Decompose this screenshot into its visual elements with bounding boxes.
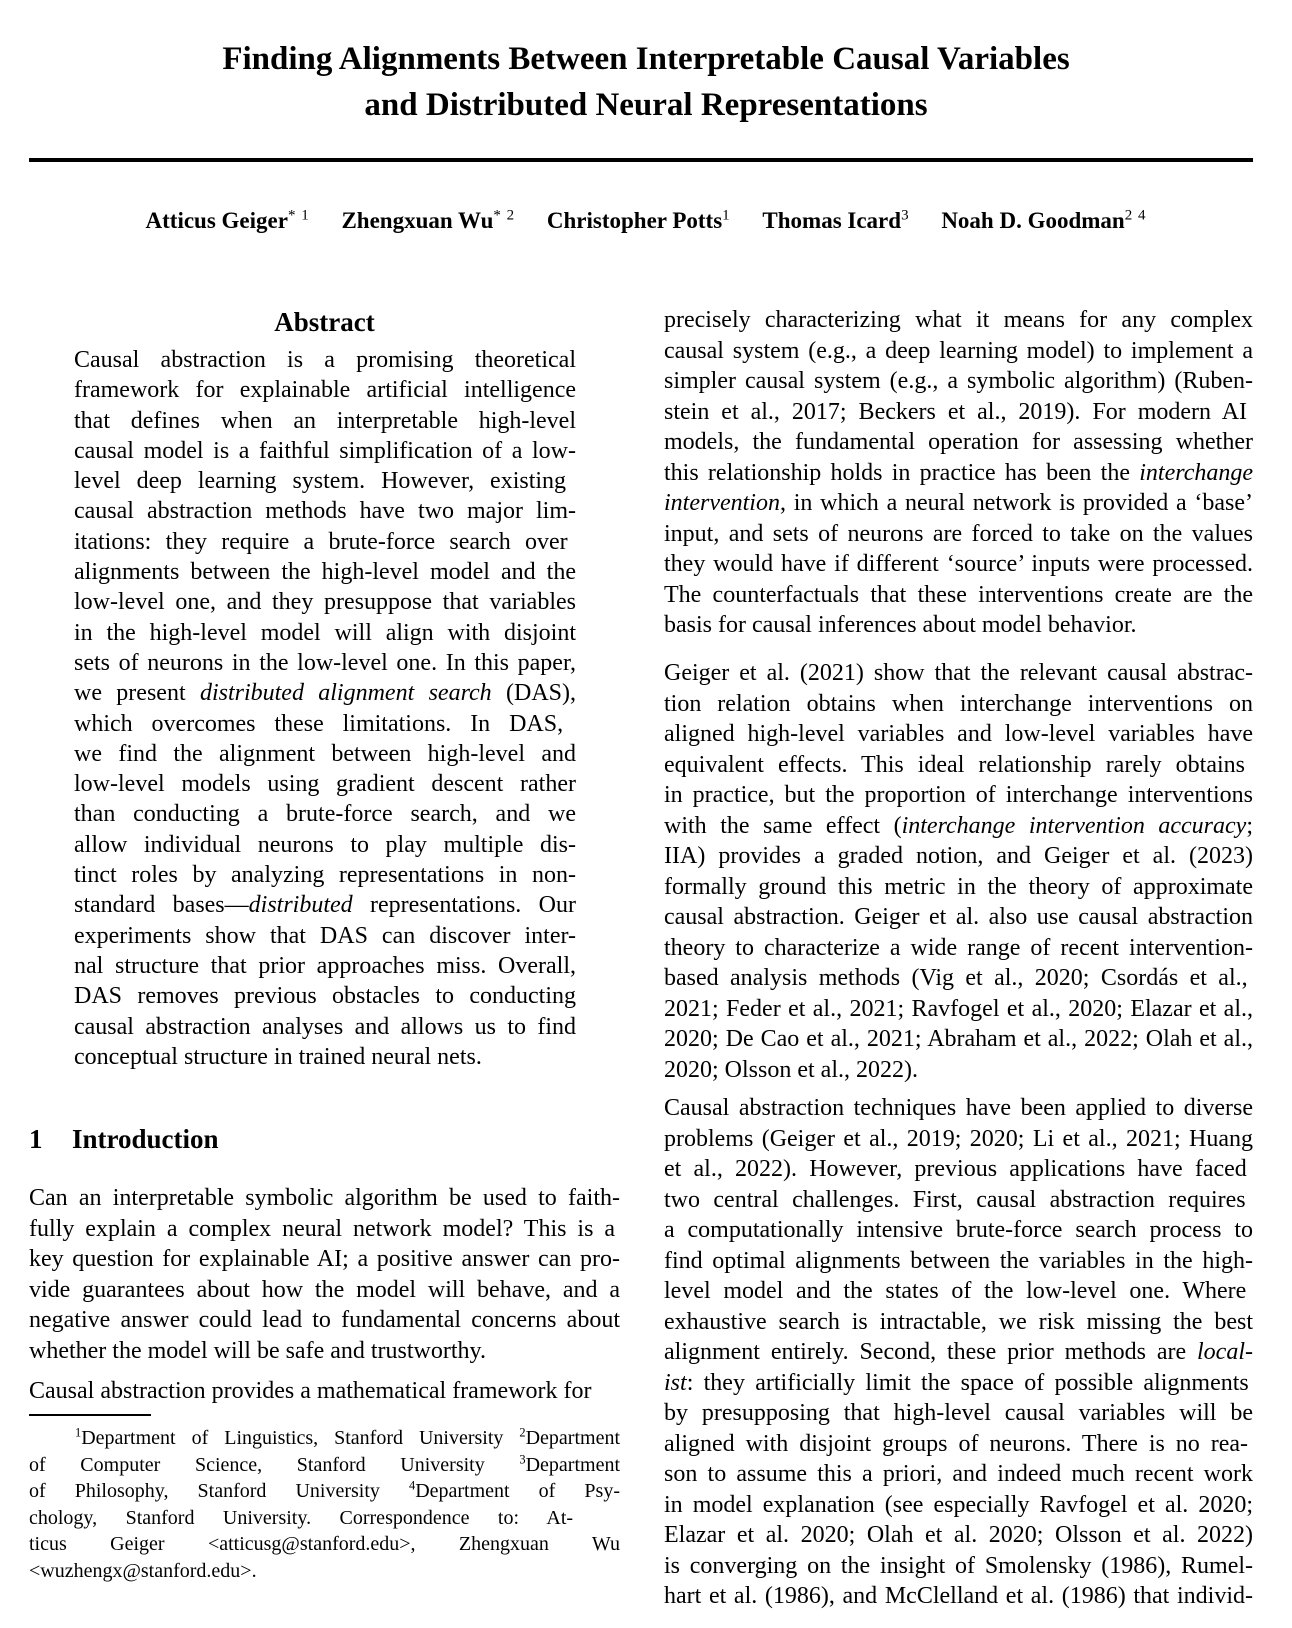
text-line: we present distributed alignment search (DAS), xyxy=(74,680,576,707)
text-line: causal abstraction methods have two major lim- xyxy=(74,498,576,525)
text-line: aligned high-level variables and low-level variables have xyxy=(664,721,1253,747)
author-list xyxy=(0,206,1292,236)
text-line: 2020; De Cao et al., 2021; Abraham et al., 2022; Olah et al., xyxy=(664,1026,1253,1052)
column2-paragraph-2 xyxy=(664,658,1253,1085)
text-line: of Philosophy, Stanford University $^4$Department of Psy- xyxy=(29,1478,620,1503)
intro-paragraph-1 xyxy=(29,1183,620,1366)
text-line: find optimal alignments between the variables in the high- xyxy=(664,1247,1253,1274)
text-line: by presupposing that high-level causal variables will be xyxy=(664,1400,1253,1426)
text-line: et al., 2022). However, previous applications have faced xyxy=(664,1156,1247,1182)
author xyxy=(762,208,909,233)
text-line: stein et al., 2017; Beckers et al., 2019). For modern AI xyxy=(664,398,1248,425)
author xyxy=(941,208,1146,233)
text-line: a computationally intensive brute-force search process to xyxy=(664,1217,1253,1243)
text-line: nal structure that prior approaches miss. Overall, xyxy=(74,952,576,979)
text-line: Geiger et al. (2021) show that the relevant causal abstrac- xyxy=(664,660,1253,686)
text-line: $^1$Department of Linguistics, Stanford University $^2$Department xyxy=(75,1425,620,1449)
abstract-text xyxy=(74,345,576,1072)
intro-paragraph-2 xyxy=(29,1376,620,1407)
text-line: which overcomes these limitations. In DAS, xyxy=(74,710,564,737)
text-line: causal abstraction analyses and allows us to find xyxy=(74,1013,576,1040)
text-line: vide guarantees about how the model will behave, and a xyxy=(29,1276,620,1303)
text-line: negative answer could lead to fundamental concerns about xyxy=(29,1307,620,1333)
paper-title-line-2: and Distributed Neural Representations xyxy=(364,87,928,123)
text-line: this relationship holds in practice has been the interchange xyxy=(664,459,1253,486)
column2-paragraph-3 xyxy=(664,1093,1253,1612)
text-line: alignments between the high-level model and the xyxy=(74,559,576,586)
text-line: 2020; Olsson et al., 2022). xyxy=(664,1056,918,1083)
author-name: Christopher Potts xyxy=(546,208,723,233)
text-line: ist: they artificially limit the space of possible alignments xyxy=(664,1369,1249,1396)
paper-title xyxy=(0,36,1292,128)
text-line: problems (Geiger et al., 2019; 2020; Li et al., 2021; Huang xyxy=(664,1125,1253,1152)
text-line: causal abstraction. Geiger et al. also use causal abstraction xyxy=(664,904,1253,930)
text-line: exhaustive search is intractable, we risk missing the best xyxy=(664,1308,1253,1335)
text-line: simpler causal system (e.g., a symbolic algorithm) (Ruben- xyxy=(664,368,1253,394)
footnote-text xyxy=(29,1425,620,1585)
text-line: formally ground this metric in the theory of approximate xyxy=(664,873,1253,900)
text-line: two central challenges. First, causal abstraction requires xyxy=(664,1186,1246,1213)
text-line: we find the alignment between high-level and xyxy=(74,740,576,767)
text-line: Causal abstraction techniques have been applied to diverse xyxy=(664,1095,1253,1121)
text-line: low-level models using gradient descent rather xyxy=(74,771,576,798)
text-line: causal model is a faithful simplification of a low- xyxy=(74,437,576,464)
footnote-divider xyxy=(29,1414,151,1416)
text-line: models, the fundamental operation for assessing whether xyxy=(664,429,1253,455)
text-line: based analysis methods (Vig et al., 2020; Csordás et al., xyxy=(664,965,1248,991)
text-line: Causal abstraction is a promising theoretical xyxy=(74,347,576,373)
abstract-heading: Abstract xyxy=(274,307,375,337)
text-line: chology, Stanford University. Correspondence to: At- xyxy=(29,1506,574,1529)
text-line: standard bases—distributed representations. Our xyxy=(74,892,576,919)
text-line: DAS removes previous obstacles to conducting xyxy=(74,983,576,1010)
author xyxy=(547,208,731,233)
paper-title-line-1: Finding Alignments Between Interpretable Causal Variables xyxy=(222,41,1070,77)
text-line: <wuzhengx@stanford.edu>. xyxy=(29,1559,257,1582)
text-line: whether the model will be safe and trustworthy. xyxy=(29,1337,486,1364)
section-title: Introduction xyxy=(72,1124,219,1154)
author-name: Zhengxuan Wu xyxy=(341,208,494,233)
text-line: tion relation obtains when interchange interventions on xyxy=(664,690,1253,717)
text-line: is converging on the insight of Smolensky (1986), Rumel- xyxy=(664,1552,1253,1579)
text-line: level deep learning system. However, existing xyxy=(74,468,567,495)
text-line: basis for causal inferences about model behavior. xyxy=(664,612,1137,638)
text-line: experiments show that DAS can discover inter- xyxy=(74,922,576,949)
column2-paragraph-1 xyxy=(664,305,1253,641)
text-line: precisely characterizing what it means for any complex xyxy=(664,307,1253,333)
author-name: Noah D. Goodman xyxy=(941,208,1125,233)
text-line: fully explain a complex neural network model? This is a xyxy=(29,1215,616,1242)
text-line: theory to characterize a wide range of recent intervention- xyxy=(664,934,1253,961)
text-line: Elazar et al. 2020; Olah et al. 2020; Olsson et al. 2022) xyxy=(664,1522,1253,1548)
section-number: 1 xyxy=(29,1124,43,1154)
text-line: tinct roles by analyzing representations in non- xyxy=(74,862,576,889)
text-line: framework for explainable artificial intelligence xyxy=(74,377,576,404)
text-line: with the same effect (interchange intervention accuracy; xyxy=(664,812,1253,839)
text-line: low-level one, and they presuppose that variables xyxy=(74,589,576,616)
author-affiliation-superscript: 2 4 xyxy=(1124,207,1147,224)
text-line: alignment entirely. Second, these prior methods are local- xyxy=(664,1339,1253,1365)
text-line: 2021; Feder et al., 2021; Ravfogel et al., 2020; Elazar et al., xyxy=(664,995,1253,1022)
text-line: key question for explainable AI; a positive answer can pro- xyxy=(29,1246,620,1272)
text-line: itations: they require a brute-force search over xyxy=(74,528,568,555)
text-line: conceptual structure in trained neural nets. xyxy=(74,1043,482,1070)
title-divider xyxy=(29,158,1253,162)
text-line: in the high-level model will align with disjoint xyxy=(74,619,576,646)
text-line: intervention, in which a neural network is provided a ‘base’ xyxy=(664,490,1253,516)
author xyxy=(341,208,515,233)
text-line: The counterfactuals that these interventions create are the xyxy=(664,581,1253,608)
text-line: ticus Geiger <atticusg@stanford.edu>, Zhengxuan Wu xyxy=(29,1533,620,1556)
text-line: than conducting a brute-force search, and we xyxy=(74,801,576,828)
author-affiliation-superscript: * 2 xyxy=(493,207,516,224)
author xyxy=(146,208,310,233)
text-line: they would have if different ‘source’ inputs were processed. xyxy=(664,551,1253,577)
text-line: in model explanation (see especially Ravfogel et al. 2020; xyxy=(664,1491,1253,1518)
text-line: son to assume this a priori, and indeed much recent work xyxy=(664,1461,1253,1487)
text-line: hart et al. (1986), and McClelland et al. (1986) that individ- xyxy=(664,1583,1253,1609)
text-line: of Computer Science, Stanford University $^3$Department xyxy=(29,1451,620,1476)
section-heading-introduction xyxy=(29,1124,620,1155)
text-line: input, and sets of neurons are forced to take on the values xyxy=(664,520,1253,547)
text-line: Can an interpretable symbolic algorithm be used to faith- xyxy=(29,1185,620,1211)
author-name: Atticus Geiger xyxy=(145,208,288,233)
text-line: aligned with disjoint groups of neurons. There is no rea- xyxy=(664,1430,1249,1457)
author-name: Thomas Icard xyxy=(762,208,902,233)
text-line: sets of neurons in the low-level one. In this paper, xyxy=(74,649,576,676)
text-line: allow individual neurons to play multiple dis- xyxy=(74,831,576,858)
author-affiliation-superscript: 1 xyxy=(722,207,731,224)
text-line: that defines when an interpretable high-level xyxy=(74,407,576,434)
text-line: IIA) provides a graded notion, and Geiger et al. (2023) xyxy=(664,843,1253,869)
author-affiliation-superscript: 3 xyxy=(901,207,910,224)
text-line: equivalent effects. This ideal relationship rarely obtains xyxy=(664,751,1245,778)
text-line: causal system (e.g., a deep learning model) to implement a xyxy=(664,337,1253,364)
text-line: level model and the states of the low-level one. Where xyxy=(664,1278,1247,1304)
text-line: Causal abstraction provides a mathematical framework for xyxy=(29,1378,592,1404)
text-line: in practice, but the proportion of interchange interventions xyxy=(664,782,1253,808)
author-affiliation-superscript: * 1 xyxy=(287,207,310,224)
